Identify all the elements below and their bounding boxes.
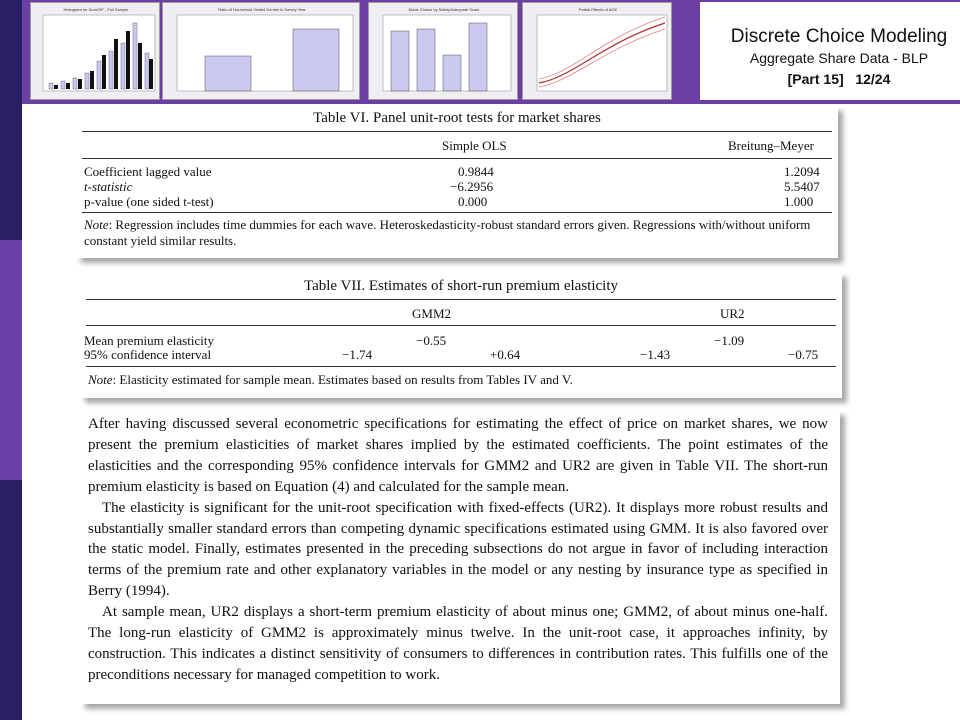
table-vi-row-label: t-statistic [84,179,133,194]
thumbnail-partial-title: Partial Effects of AGE [578,7,618,12]
note-text: : Regression includes time dummies for each wave. Heteroskedasticity-robust standard errors given. Regressions with/without uniform constant yield similar results. [84,217,811,248]
thumbnail-dentist-title: Ratio of Household Visited Dentist in Survey Year [218,7,306,12]
body-text-panel [80,410,840,704]
table-vi-cell: 5.5407 [784,179,820,194]
table-vii-col-ur2: UR2 [720,306,745,321]
part-number: [Part 15] [787,71,844,87]
table-vii-row-label: 95% confidence interval [84,347,212,362]
table-vi-caption: Table VI. Panel unit-root tests for market shares [313,110,601,126]
table-vii-cell: −0.75 [788,347,819,362]
table-vii-panel [80,272,842,398]
table-vi-col-bm: Breitung–Meyer [728,138,814,153]
table-vii-cell: −1.09 [714,333,745,348]
table-vii-cell: −1.43 [640,347,671,362]
table-vi-panel [76,106,838,258]
table-vi-row-label: Coefficient lagged value [84,164,212,179]
table-rule [82,212,832,213]
table-vii-col-gmm2: GMM2 [412,306,452,321]
table-vi-col-ols: Simple OLS [442,138,507,153]
thumbnail-mode-title: Mode Choice by Safety/Adequate Scale [408,7,480,12]
page-number: 12/24 [855,71,891,87]
table-rule [82,131,832,132]
table-vi-cell: 1.000 [784,194,814,209]
paragraph: At sample mean, UR2 displays a short-term premium elasticity of about minus one; GMM2, of about minus one-half. The long-run elasticity of GMM2 is approximately minus twelve. In the unit-root case, it approaches infinity, by construction. This indicates a distinct sensitivity of consumers to differences in contribution rates. This fulfills one of the preconditions necessary for managed competition to work. [88,604,828,683]
table-vii-row-label: Mean premium elasticity [84,333,214,348]
table-rule [86,325,836,326]
table-vii-cell: +0.64 [490,347,521,362]
paragraph: After having discussed several econometric specifications for estimating the effect of price on market shares, we now present the premium elasticities of market shares implied by the estimated coefficients. The point estimates of the elasticities and the corresponding 95% confidence intervals for GMM2 and UR2 are given in Table VII. The short-run premium elasticity is based on Equation (4) and calculated for the sample mean. [88,416,828,495]
left-stripe-middle [0,240,22,480]
table-vii-note [88,372,828,388]
body-text [88,414,828,686]
table-vi-row-label: p-value (one sided t-test) [84,194,214,209]
table-vi-note [84,217,824,249]
note-text: : Elasticity estimated for sample mean. Estimates based on results from Tables IV and V. [112,372,573,387]
table-vii-caption: Table VII. Estimates of short-run premium elasticity [303,278,618,294]
table-vi-cell: 0.9844 [458,164,494,179]
header-band [22,0,960,104]
thumbnail-mode-choice [368,2,518,100]
table-vi-cell: 0.000 [458,194,488,209]
table-rule [86,366,836,367]
left-stripe-bottom [0,480,22,720]
thumbnail-dentist-chart [162,2,360,100]
note-label: Note [88,372,113,387]
slide-part-label [700,71,960,87]
table-rule [82,158,832,159]
slide-title: Discrete Choice Modeling [730,26,948,47]
table-vii-cell: −1.74 [342,347,373,362]
note-label: Note [84,217,109,232]
table-rule [86,299,836,300]
table-vii-cell: −0.55 [416,333,447,348]
paragraph: The elasticity is significant for the unit-root specification with fixed-effects (UR2). It displays more robust results and substantially smaller standard errors than competing dynamic specifications estimated using GMM. It is also favored over the static model. Finally, estimates presented in the preceding subsections do not argue in favor of including interaction terms of the premium rate and other explanatory variables in the model or any nesting by insurance type as specified in Berry (1994). [88,499,828,600]
thumbnail-histogram [30,2,160,100]
table-vi-cell: 1.2094 [784,164,820,179]
slide-subtitle: Aggregate Share Data - BLP [749,50,929,66]
thumbnail-histogram-title: Histogram for NumOfF - Full Sample [63,7,129,12]
slide-title-box [698,0,960,102]
thumbnail-partial-effects [522,2,672,100]
table-vi-cell: −6.2956 [450,179,494,194]
left-stripe-top [0,0,22,240]
